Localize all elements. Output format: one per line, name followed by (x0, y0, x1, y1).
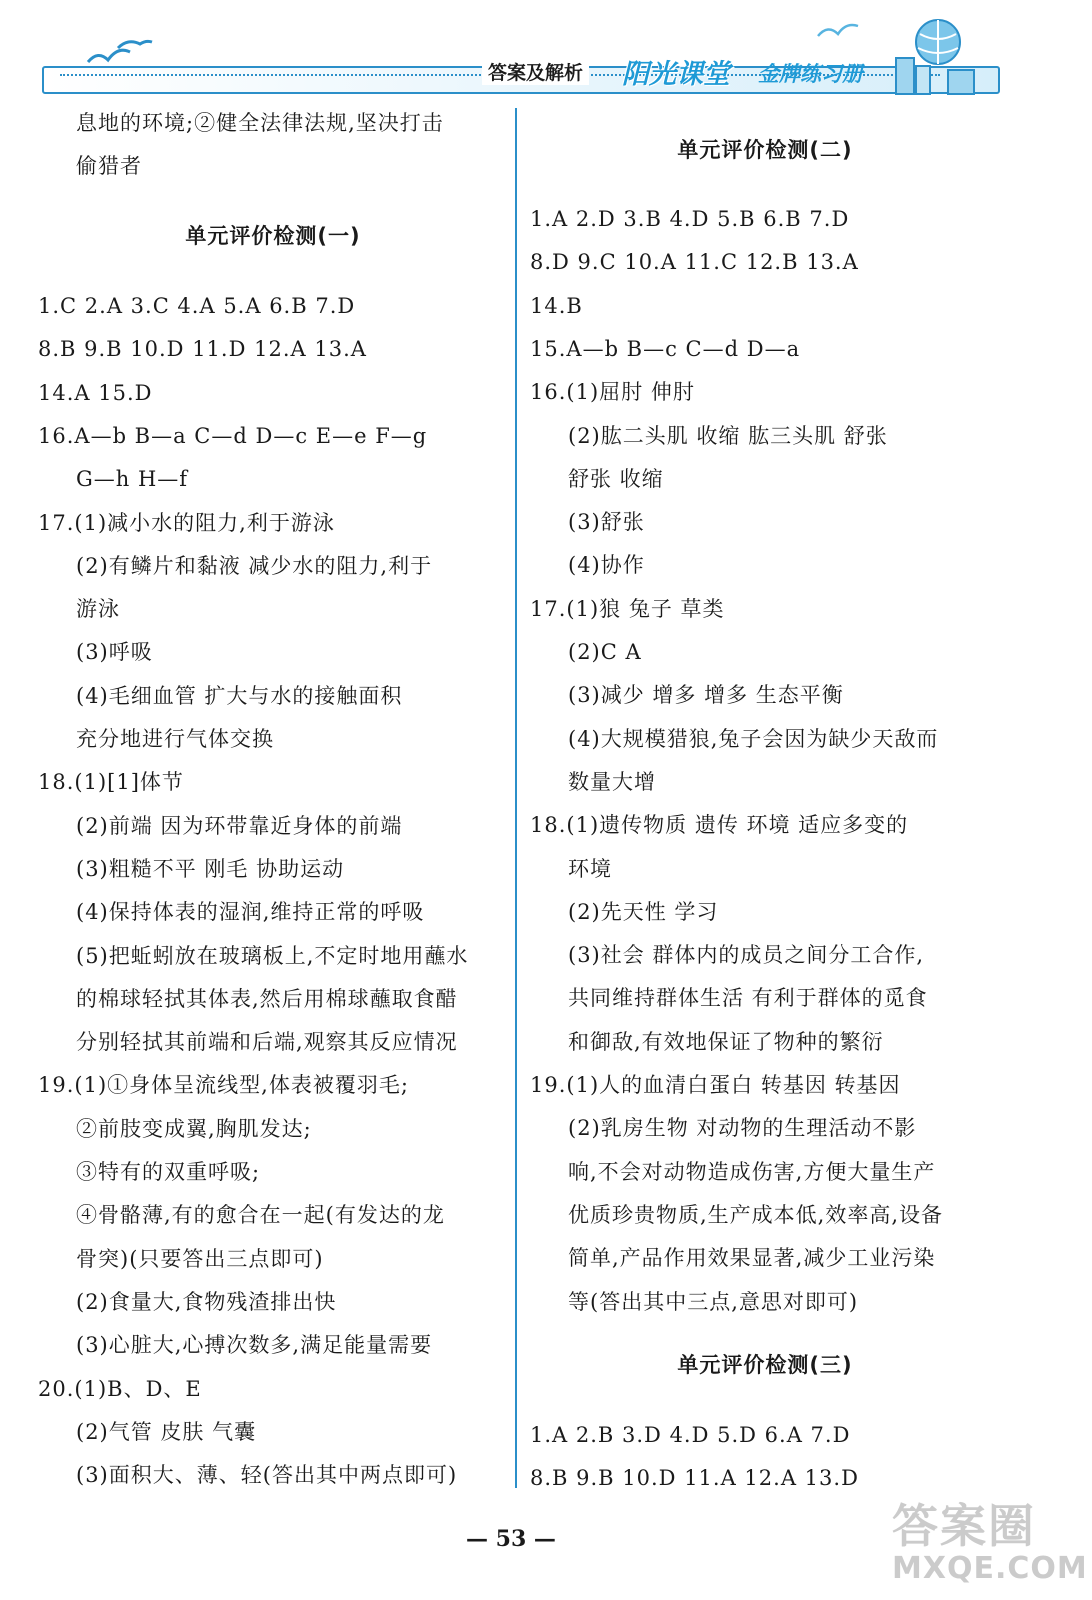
answer-line: (3)粗糙不平 刚毛 协助运动 (76, 856, 345, 881)
header-brand: 阳光课堂 (622, 59, 730, 90)
answer-line: 18.(1)[1]体节 (38, 770, 184, 795)
answer-line: 优质珍贵物质,生产成本低,效率高,设备 (568, 1202, 944, 1227)
answer-line: ③特有的双重呼吸; (76, 1160, 261, 1184)
answer-line: 等(答出其中三点,意思对即可) (568, 1289, 859, 1314)
answer-line: 15.A—b B—c C—d D—a (530, 336, 801, 361)
answer-line: ④骨骼薄,有的愈合在一起(有发达的龙 (76, 1203, 445, 1228)
answer-line: ②前肢变成翼,胸肌发达; (76, 1116, 312, 1141)
answer-line: 游泳 (76, 597, 120, 622)
header-label: 答案及解析 (482, 58, 589, 85)
answer-line: 17.(1)狼 兔子 草类 (530, 596, 725, 621)
answer-line: (4)保持体表的湿润,维持正常的呼吸 (76, 900, 425, 925)
answer-line: 8.B 9.B 10.D 11.A 12.A 13.D (530, 1466, 859, 1491)
answer-line: (3)舒张 (568, 510, 645, 535)
watermark-text: 答案圈 (892, 1499, 1036, 1553)
answer-line: (2)先天性 学习 (568, 899, 719, 924)
answer-line: 1.C 2.A 3.C 4.A 5.A 6.B 7.D (38, 294, 356, 318)
answer-line: 偷猎者 (76, 154, 142, 178)
section-title: 单元评价检测(二) (677, 138, 853, 162)
answer-line: 16.(1)屈肘 伸肘 (530, 380, 695, 405)
answer-line: (3)呼吸 (76, 640, 153, 665)
answer-line: 简单,产品作用效果显著,减少工业污染 (568, 1246, 936, 1271)
answer-line: 16.A—b B—a C—d D—c E—e F—g (38, 423, 428, 448)
answer-line: (2)前端 因为环带靠近身体的前端 (76, 813, 403, 838)
page-header (0, 0, 1092, 100)
answer-line: 息地的环境;②健全法律法规,坚决打击 (76, 111, 444, 135)
answer-line: 1.A 2.B 3.D 4.D 5.D 6.A 7.D (530, 1423, 851, 1447)
answer-line: 骨突)(只要答出三点即可) (76, 1246, 324, 1271)
watermark-url: MXQE.COM (892, 1551, 1088, 1586)
answer-line: 19.(1)①身体呈流线型,体表被覆羽毛; (38, 1073, 409, 1098)
answer-line: (2)食量大,食物残渣排出快 (76, 1289, 337, 1314)
answer-line: 和御敌,有效地保证了物种的繁衍 (568, 1029, 884, 1054)
answer-line: 1.A 2.D 3.B 4.D 5.B 6.B 7.D (530, 207, 850, 231)
answer-line: 20.(1)B、D、E (38, 1376, 202, 1401)
answer-line: 8.B 9.B 10.D 11.D 12.A 13.A (38, 337, 367, 362)
answer-line: (2)乳房生物 对动物的生理活动不影 (568, 1116, 917, 1141)
answer-line: 的棉球轻拭其体表,然后用棉球蘸取食醋 (76, 986, 458, 1011)
answer-line: 分别轻拭其前端和后端,观察其反应情况 (76, 1030, 458, 1055)
section-title: 单元评价检测(三) (677, 1353, 853, 1377)
answer-line: (2)C A (568, 640, 642, 664)
answer-line: 充分地进行气体交换 (76, 727, 274, 751)
seagull-icon (84, 36, 154, 76)
answer-line: 舒张 收缩 (568, 466, 664, 491)
answer-line: 响,不会对动物造成伤害,方便大量生产 (568, 1159, 936, 1184)
answer-line: (2)肱二头肌 收缩 肱三头肌 舒张 (568, 423, 888, 448)
answer-line: (2)有鳞片和黏液 减少水的阻力,利于 (76, 553, 433, 578)
answer-line: (3)减少 增多 增多 生态平衡 (568, 683, 844, 708)
answer-line: 19.(1)人的血清白蛋白 转基因 转基因 (530, 1073, 901, 1097)
answer-line: (2)气管 皮肤 气囊 (76, 1419, 257, 1444)
answer-line: 18.(1)遗传物质 遗传 环境 适应多变的 (530, 813, 909, 838)
answer-line: (3)面积大、薄、轻(答出其中两点即可) (76, 1463, 458, 1488)
answer-line: 14.A 15.D (38, 380, 153, 405)
answer-line: (4)毛细血管 扩大与水的接触面积 (76, 683, 403, 708)
section-title: 单元评价检测(一) (185, 224, 361, 248)
header-subtitle: 金牌练习册 (758, 62, 863, 86)
watermark (892, 1500, 1088, 1586)
answer-line: (5)把蚯蚓放在玻璃板上,不定时地用蘸水 (76, 943, 469, 968)
globe-icon (890, 14, 980, 98)
page-number: — 53 — (466, 1526, 556, 1552)
answer-line: 17.(1)减小水的阻力,利于游泳 (38, 510, 335, 535)
answer-line: 14.B (530, 293, 583, 318)
answer-line: 8.D 9.C 10.A 11.C 12.B 13.A (530, 250, 859, 275)
answer-line: 环境 (568, 856, 612, 881)
answer-line: (4)大规模猎狼,兔子会因为缺少天敌而 (568, 726, 939, 751)
answer-line: G—h H—f (76, 467, 189, 492)
column-divider (515, 108, 517, 1488)
answer-line: (4)协作 (568, 553, 645, 578)
seagull-icon (814, 16, 864, 46)
answer-line: (3)心脏大,心搏次数多,满足能量需要 (76, 1333, 433, 1358)
answer-line: (3)社会 群体内的成员之间分工合作, (568, 943, 925, 968)
answer-line: 共同维持群体生活 有利于群体的觅食 (568, 986, 928, 1011)
answer-line: 数量大增 (568, 769, 656, 794)
